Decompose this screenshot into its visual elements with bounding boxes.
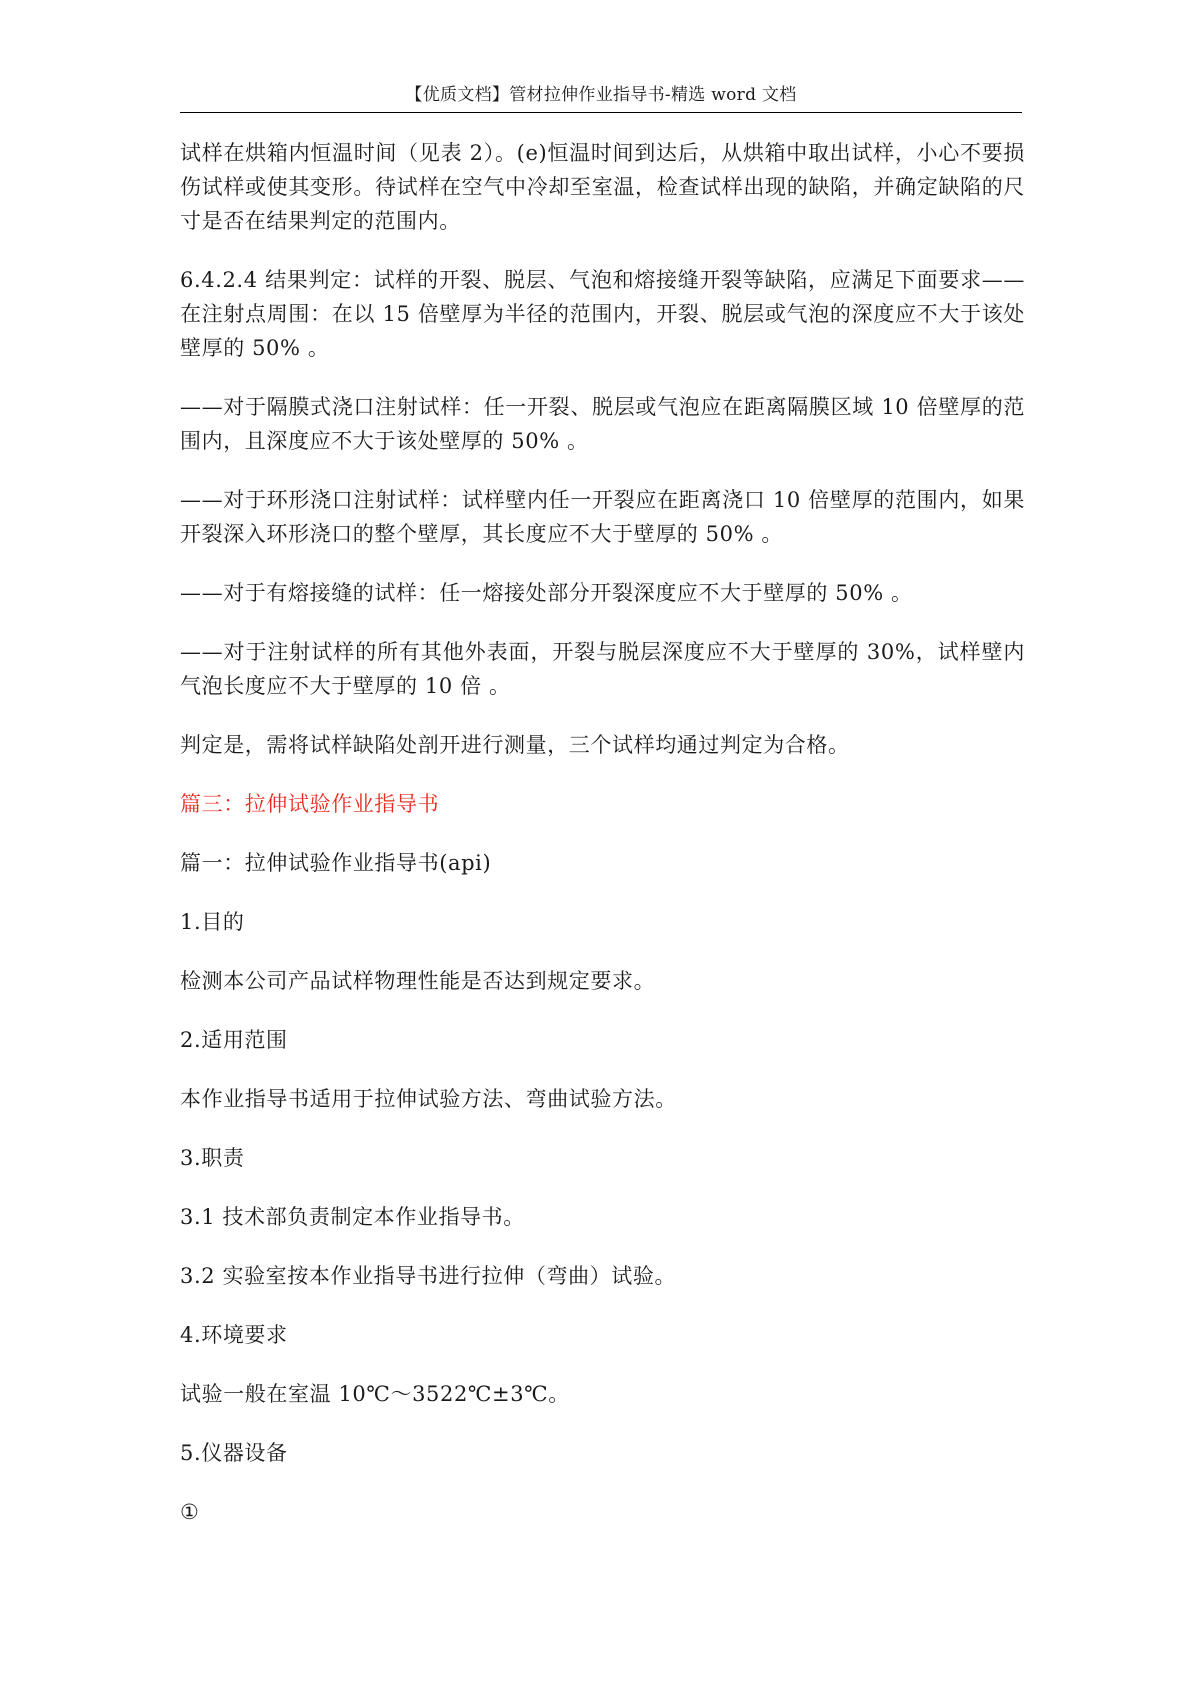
paragraph-other-surfaces: ——对于注射试样的所有其他外表面，开裂与脱层深度应不大于壁厚的 30%，试样壁内气泡长度应不大于壁厚的 10 倍 。 — [180, 640, 1025, 698]
paragraph-weld-line: ——对于有熔接缝的试样：任一熔接处部分开裂深度应不大于壁厚的 50% 。 — [180, 581, 913, 605]
paragraph-responsibility-lab: 3.2 实验室按本作业指导书进行拉伸（弯曲）试验。 — [180, 1264, 677, 1288]
paragraph-responsibility-tech: 3.1 技术部负责制定本作业指导书。 — [180, 1205, 525, 1229]
paragraph-scope: 本作业指导书适用于拉伸试验方法、弯曲试验方法。 — [180, 1087, 677, 1111]
heading-purpose: 1.目的 — [180, 910, 245, 934]
section-heading-part-three: 篇三：拉伸试验作业指导书 — [180, 792, 440, 816]
heading-scope: 2.适用范围 — [180, 1028, 288, 1052]
page-header: 【优质文档】管材拉伸作业指导书-精选 word 文档 — [180, 84, 1022, 113]
paragraph-oven-constant-temperature: 试样在烘箱内恒温时间（见表 2）。(e)恒温时间到达后，从烘箱中取出试样，小心不要损伤试样或使其变形。待试样在空气中冷却至室温，检查试样出现的缺陷，并确定缺陷的尺寸是否在结果判定的范围内。 — [180, 141, 1025, 233]
heading-responsibilities: 3.职责 — [180, 1146, 245, 1170]
paragraph-ring-gate: ——对于环形浇口注射试样：试样壁内任一开裂应在距离浇口 10 倍壁厚的范围内，如果开裂深入环形浇口的整个壁厚，其长度应不大于壁厚的 50% 。 — [180, 488, 1025, 546]
heading-equipment: 5.仪器设备 — [180, 1441, 288, 1465]
paragraph-diaphragm-gate: ——对于隔膜式浇口注射试样：任一开裂、脱层或气泡应在距离隔膜区域 10 倍壁厚的范围内，且深度应不大于该处壁厚的 50% 。 — [180, 395, 1025, 453]
paragraph-result-judgement: 6.4.2.4 结果判定：试样的开裂、脱层、气泡和熔接缝开裂等缺陷，应满足下面要求——在注射点周围：在以 15 倍壁厚为半径的范围内，开裂、脱层或气泡的深度应不大于该处壁厚的 50% 。 — [180, 268, 1025, 360]
document-body — [180, 136, 1025, 1554]
list-marker-circled-one: ① — [180, 1500, 200, 1524]
heading-environment: 4.环境要求 — [180, 1323, 288, 1347]
section-heading-part-one: 篇一：拉伸试验作业指导书(api) — [180, 851, 492, 875]
paragraph-judgement-conclusion: 判定是，需将试样缺陷处剖开进行测量，三个试样均通过判定为合格。 — [180, 733, 850, 757]
paragraph-environment: 试验一般在室温 10℃～3522℃±3℃。 — [180, 1382, 570, 1406]
paragraph-purpose: 检测本公司产品试样物理性能是否达到规定要求。 — [180, 969, 656, 993]
